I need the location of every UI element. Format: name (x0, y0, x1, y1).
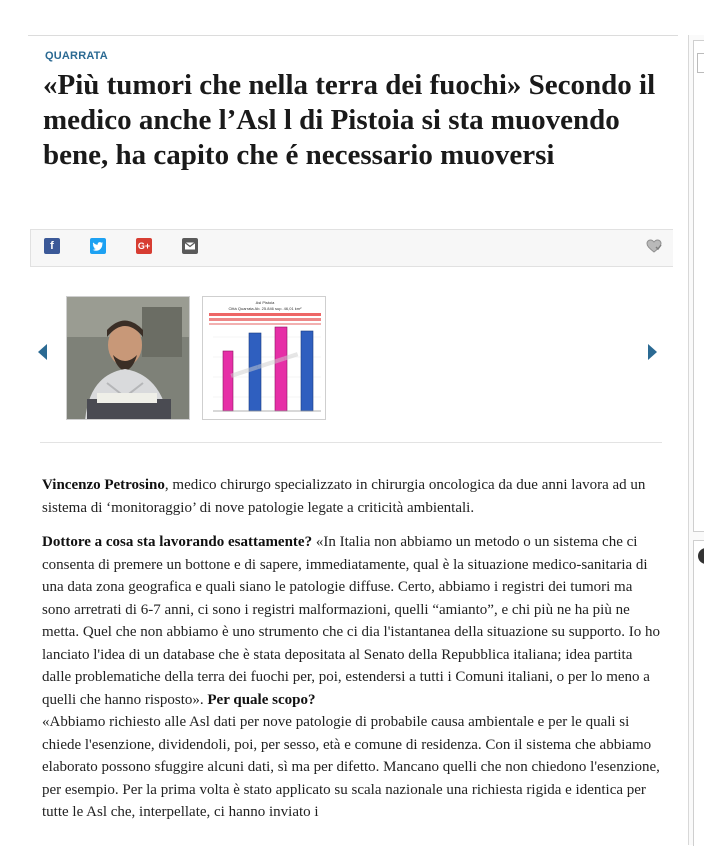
gallery-next-arrow-icon[interactable] (648, 344, 657, 360)
top-divider (28, 35, 678, 36)
paragraph-intro-text: , medico chirurgo specializzato in chirurgia oncologica da due anni lavora ad un sistema di ‘monitoraggio’ di nove patologie legate a criticità ambientali. (42, 477, 646, 516)
paragraph-scope: «Abbiamo richiesto alle Asl dati per nove patologie di probabile causa ambientale e per le quali si chiede l'esenzione, dividendoli, poi, per sesso, età e comune di residenza. Con il sistema che abbiamo elaborato possono sfuggire alcuni dati, sì ma per difetto. Mancano quelli che non chiedono l'esenzione, per esempio. Per la prima volta è stato applicato su scala nazionale una richiesta rigida e identica per tutte le Asl che, interpellate, ci hanno inviato i (42, 714, 660, 820)
twitter-share-icon[interactable] (90, 238, 106, 254)
sidebar-widget-inner (697, 53, 704, 73)
sidebar-widget (693, 40, 704, 532)
section-tag[interactable]: QUARRATA (45, 50, 108, 62)
paragraph-answer-text: «In Italia non abbiamo un metodo o un sistema che ci consenta di premere un bottone e di sapere, immediatamente, qual è la situazione medico-sanitaria di una data zona geografica e quali siano le patologie diffuse. Certo, abbiamo i registri dei tumori ma sono arretrati di 6-7 anni, ci sono i registri malformazioni, quelli “amianto”, e chi più ne ha più ne metta. Quel che non abbiamo è uno strumento che ci dia l'istantanea della situazione su supporto. Io ho lanciato l'idea di un database che è stata depositata al Senato della Repubblica italiana; idea partita dalle problematiche della terra dei fuochi per, poi, estendersi a tutti i Comuni italiani, o per lo meno a quelli che hanno risposto». (42, 534, 660, 708)
share-bar (30, 229, 673, 267)
chart-title-line2: Città Quarrata Ab. 25.846 sup. 46,01 km² (228, 306, 302, 311)
image-gallery (30, 296, 672, 426)
svg-text:▬▬▬▬▬: ▬▬▬▬▬ (228, 345, 300, 382)
article-headline: «Più tumori che nella terra dei fuochi» Secondo il medico anche l’Asl l di Pistoia si sta muovendo bene, ha capito che é necessario muoversi (43, 69, 656, 171)
heart-icon[interactable] (645, 237, 663, 255)
author-name: Vincenzo Petrosino (42, 477, 165, 493)
gallery-divider (40, 442, 662, 443)
gallery-thumb-chart[interactable] (202, 296, 326, 420)
question-label: Dottore a cosa sta lavorando esattamente? (42, 534, 313, 550)
chart-title-line1: Asl Pistoia (255, 300, 275, 305)
article-body (42, 474, 664, 836)
gallery-prev-arrow-icon[interactable] (38, 344, 47, 360)
googleplus-share-icon[interactable]: G+ (136, 238, 152, 254)
question-label-2: Per quale scopo? (207, 691, 316, 708)
facebook-share-icon[interactable]: f (44, 238, 60, 254)
right-sidebar (688, 35, 704, 845)
twitter-bird-icon (90, 238, 106, 254)
gallery-thumb-doctor-photo[interactable] (66, 296, 190, 420)
sidebar-widget-2 (693, 540, 704, 846)
email-share-icon[interactable] (182, 238, 198, 254)
bar-chart-thumbnail-icon (203, 297, 326, 420)
paragraph-question (42, 531, 664, 711)
envelope-icon (182, 238, 198, 254)
paragraph-intro (42, 474, 664, 519)
doctor-photo-icon (67, 297, 190, 420)
